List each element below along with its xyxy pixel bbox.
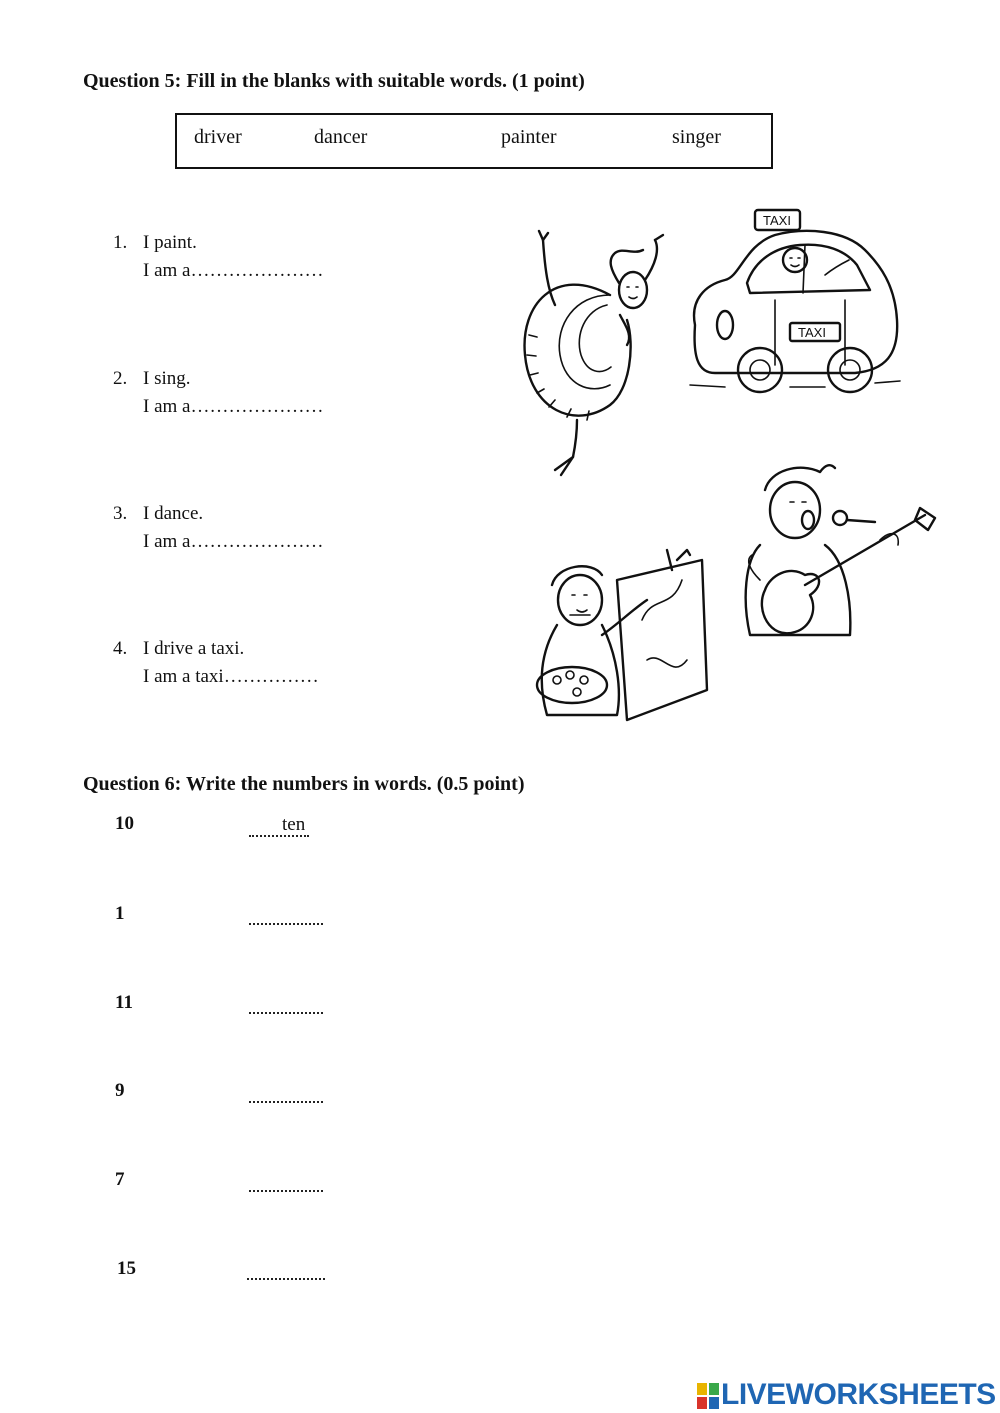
word-bank-singer: singer: [672, 126, 721, 148]
item-answer-blank[interactable]: I am a taxi……………: [143, 666, 319, 687]
item-sentence: I dance.: [143, 503, 204, 524]
number-label: 7: [115, 1169, 125, 1190]
item-number: 4.: [113, 638, 128, 659]
taxi-roof-sign-text: TAXI: [763, 213, 791, 228]
item-answer-blank[interactable]: I am a…………………: [143, 260, 324, 281]
logo-text: LIVEWORKSHEETS: [721, 1378, 996, 1411]
word-bank-dancer: dancer: [314, 126, 368, 148]
logo-blocks-icon: [697, 1383, 719, 1409]
taxi-illustration: [685, 205, 905, 400]
item-answer-blank[interactable]: I am a…………………: [143, 396, 324, 417]
number-label: 10: [115, 813, 134, 834]
answer-blank[interactable]: [247, 1278, 325, 1280]
item-sentence: I sing.: [143, 368, 191, 389]
item-sentence: I drive a taxi.: [143, 638, 245, 659]
liveworksheets-logo: [697, 1378, 996, 1412]
question-5-title: Question 5: Fill in the blanks with suitable words. (1 point): [83, 70, 585, 92]
number-label: 11: [115, 992, 133, 1013]
item-sentence: I paint.: [143, 232, 197, 253]
answer-blank[interactable]: [249, 1012, 323, 1014]
item-number: 2.: [113, 368, 128, 389]
answer-blank[interactable]: [249, 1190, 323, 1192]
number-label: 15: [117, 1258, 136, 1279]
item-number: 3.: [113, 503, 128, 524]
painter-illustration: [522, 540, 712, 725]
taxi-door-sign-text: TAXI: [798, 325, 826, 340]
answer-text: ten: [282, 814, 306, 835]
word-bank-painter: painter: [501, 126, 557, 148]
item-number: 1.: [113, 232, 128, 253]
number-label: 9: [115, 1080, 125, 1101]
item-answer-blank[interactable]: I am a…………………: [143, 531, 324, 552]
answer-blank[interactable]: [249, 1101, 323, 1103]
word-bank-box: [175, 113, 773, 169]
dancer-illustration: [515, 225, 675, 480]
singer-illustration: [740, 460, 940, 645]
number-label: 1: [115, 903, 125, 924]
question-6-title: Question 6: Write the numbers in words. (0.5 point): [83, 773, 525, 795]
answer-blank[interactable]: [249, 923, 323, 925]
word-bank-driver: driver: [194, 126, 242, 148]
